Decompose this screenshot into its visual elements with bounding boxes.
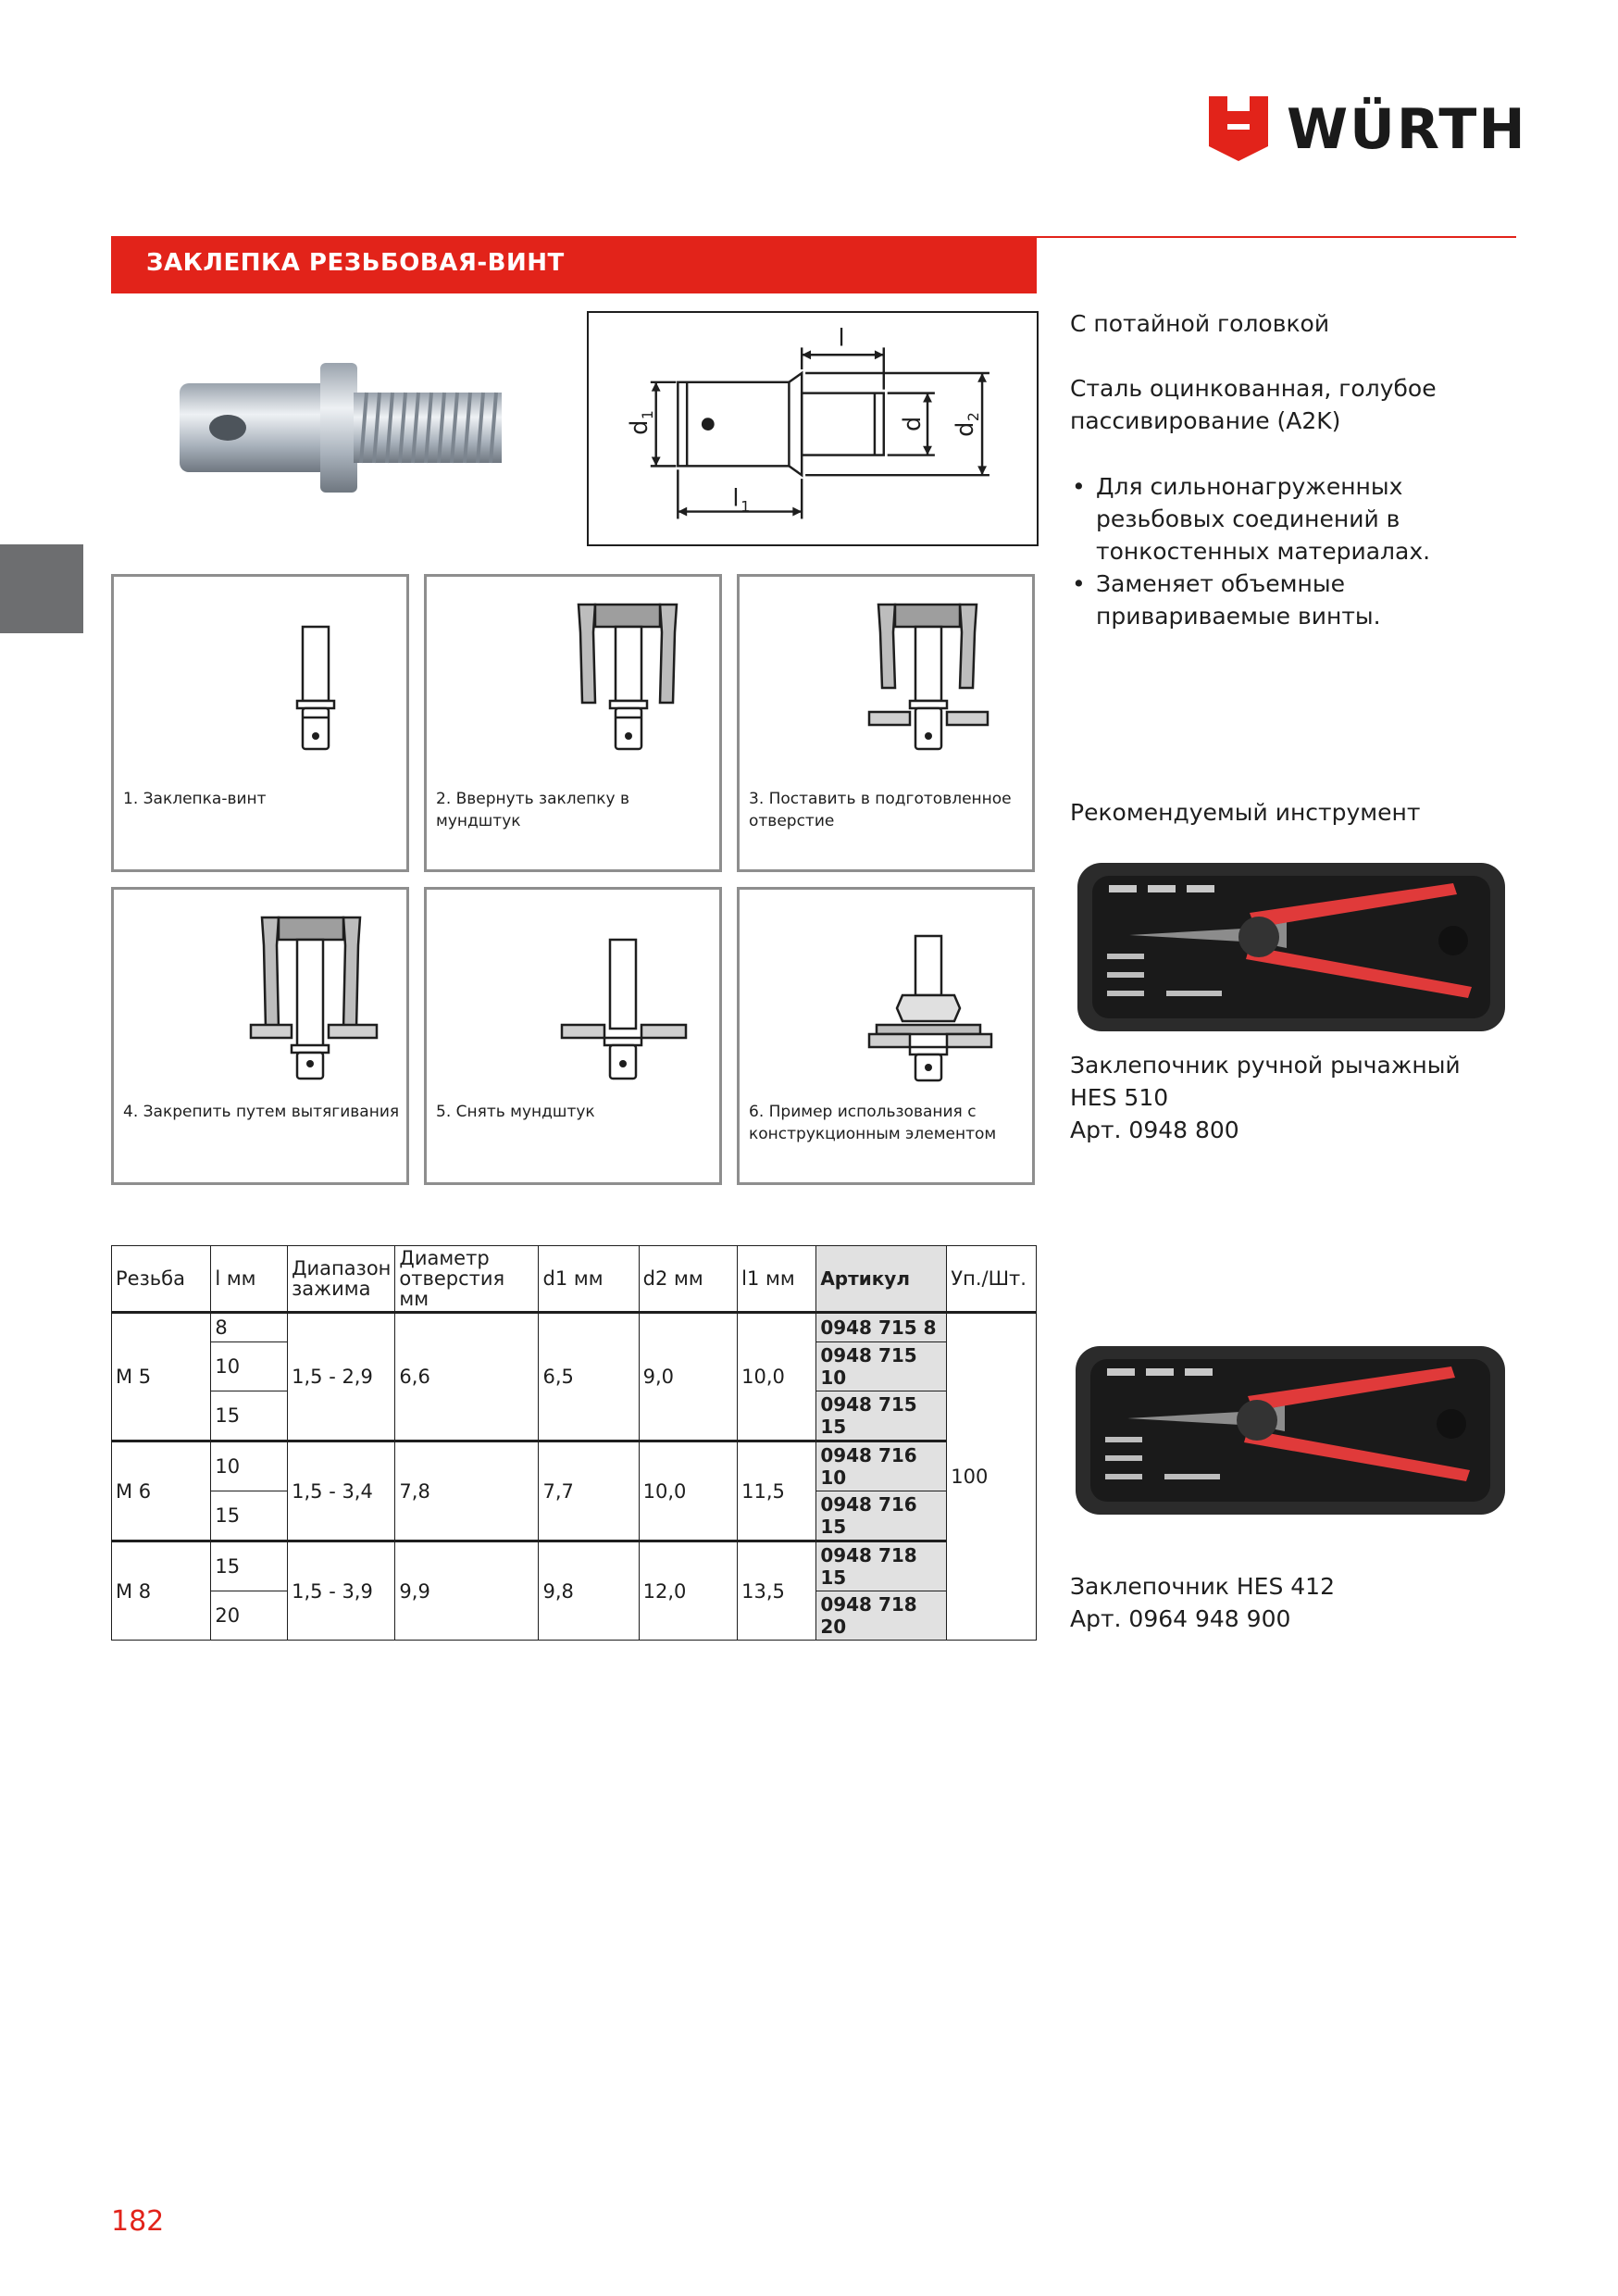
tool-2-name: Заклепочник HES 412 <box>1070 1573 1335 1600</box>
table-row: 15 0948 716 15 <box>112 1491 1037 1541</box>
step-4-caption: 4. Закрепить путем вытягивания <box>123 1103 400 1121</box>
tool-1-name-line-2: HES 510 <box>1070 1084 1169 1111</box>
technical-drawing <box>587 311 1039 546</box>
step-5-panel <box>424 887 722 1185</box>
header-l: l мм <box>211 1246 288 1313</box>
dim-label-d1: d <box>625 419 653 435</box>
tools-heading: Рекомендуемый инструмент <box>1070 799 1421 826</box>
tool-1-photo <box>1074 857 1509 1039</box>
header-article: Артикул <box>816 1246 947 1313</box>
tool-2-photo <box>1072 1339 1509 1522</box>
table-row: М 6 10 1,5 - 3,4 7,8 7,7 10,0 11,5 0948 716 10 <box>112 1441 1037 1491</box>
article-number: 0948 718 15 <box>816 1541 947 1591</box>
header-hole: Диаметр отверстия мм <box>395 1246 539 1313</box>
logo-wordmark: WÜRTH <box>1287 97 1527 162</box>
dim-label-d: d <box>899 416 927 431</box>
header-thread: Резьба <box>112 1246 211 1313</box>
table-row: 10 0948 715 10 <box>112 1342 1037 1391</box>
step-5-caption: 5. Снять мундштук <box>436 1103 595 1121</box>
dim-label-l1: l <box>732 484 740 513</box>
step-3-caption: 3. Поставить в подготовленное отверстие <box>749 790 1012 830</box>
head-type-text: С потайной головкой <box>1070 310 1330 337</box>
step-1-illustration <box>114 577 406 869</box>
tool-2-article: Арт. 0964 948 900 <box>1070 1605 1291 1632</box>
page-title: ЗАКЛЕПКА РЕЗЬБОВАЯ-ВИНТ <box>146 249 565 277</box>
dim-label-d1-sub: 1 <box>638 410 656 420</box>
table-row: 15 0948 715 15 <box>112 1391 1037 1441</box>
step-5-illustration <box>427 890 719 1182</box>
header-d2: d2 мм <box>639 1246 738 1313</box>
section-title-bar <box>111 236 1037 293</box>
product-photo <box>163 350 515 507</box>
article-number: 0948 716 10 <box>816 1441 947 1491</box>
feature-list <box>1070 470 1533 632</box>
article-number: 0948 715 8 <box>816 1313 947 1342</box>
step-1-panel <box>111 574 409 872</box>
article-number: 0948 716 15 <box>816 1491 947 1541</box>
header-d1: d1 мм <box>539 1246 639 1313</box>
dim-label-d2: d <box>952 421 980 437</box>
header-range: Диапазон зажима <box>288 1246 395 1313</box>
dim-label-l1-sub: 1 <box>741 497 751 516</box>
feature-item: • Для сильнонагруженных резьбовых соединений в тонкостенных материалах. <box>1070 470 1533 568</box>
step-4-panel <box>111 887 409 1185</box>
step-6-caption: 6. Пример использования с конструкционным элементом <box>749 1103 997 1143</box>
side-tab-marker <box>0 544 83 633</box>
tool-1-article: Арт. 0948 800 <box>1070 1117 1239 1143</box>
feature-item: • Заменяет объемные привариваемые винты. <box>1070 568 1533 632</box>
page-number: 182 <box>111 2205 165 2238</box>
dim-label-l: l <box>838 324 845 353</box>
tool-1-name-line-1: Заклепочник ручной рычажный <box>1070 1052 1461 1079</box>
title-rule <box>1037 236 1516 238</box>
step-2-caption: 2. Ввернуть заклепку в мундштук <box>436 790 629 830</box>
wurth-logo-icon <box>1209 96 1268 161</box>
header-pack: Уп./Шт. <box>947 1246 1037 1313</box>
spec-table <box>111 1245 1037 1641</box>
table-row: М 5 8 1,5 - 2,9 6,6 6,5 9,0 10,0 0948 715 8 100 <box>112 1313 1037 1342</box>
step-4-illustration <box>114 890 406 1182</box>
article-number: 0948 715 15 <box>816 1391 947 1441</box>
table-row: 20 0948 718 20 <box>112 1591 1037 1641</box>
article-number: 0948 718 20 <box>816 1591 947 1641</box>
table-row: М 8 15 1,5 - 3,9 9,9 9,8 12,0 13,5 0948 718 15 <box>112 1541 1037 1591</box>
step-6-panel <box>737 887 1035 1185</box>
step-2-panel <box>424 574 722 872</box>
step-1-caption: 1. Заклепка-винт <box>123 790 267 808</box>
step-3-panel <box>737 574 1035 872</box>
dim-label-d2-sub: 2 <box>965 412 983 422</box>
header-l1: l1 мм <box>738 1246 816 1313</box>
article-number: 0948 715 10 <box>816 1342 947 1391</box>
pack-quantity: 100 <box>947 1313 1037 1641</box>
material-line-1: Сталь оцинкованная, голубое <box>1070 375 1437 402</box>
table-header-row <box>112 1246 1037 1313</box>
wurth-logo <box>1209 96 1527 170</box>
material-line-2: пассивирование (A2K) <box>1070 407 1341 434</box>
